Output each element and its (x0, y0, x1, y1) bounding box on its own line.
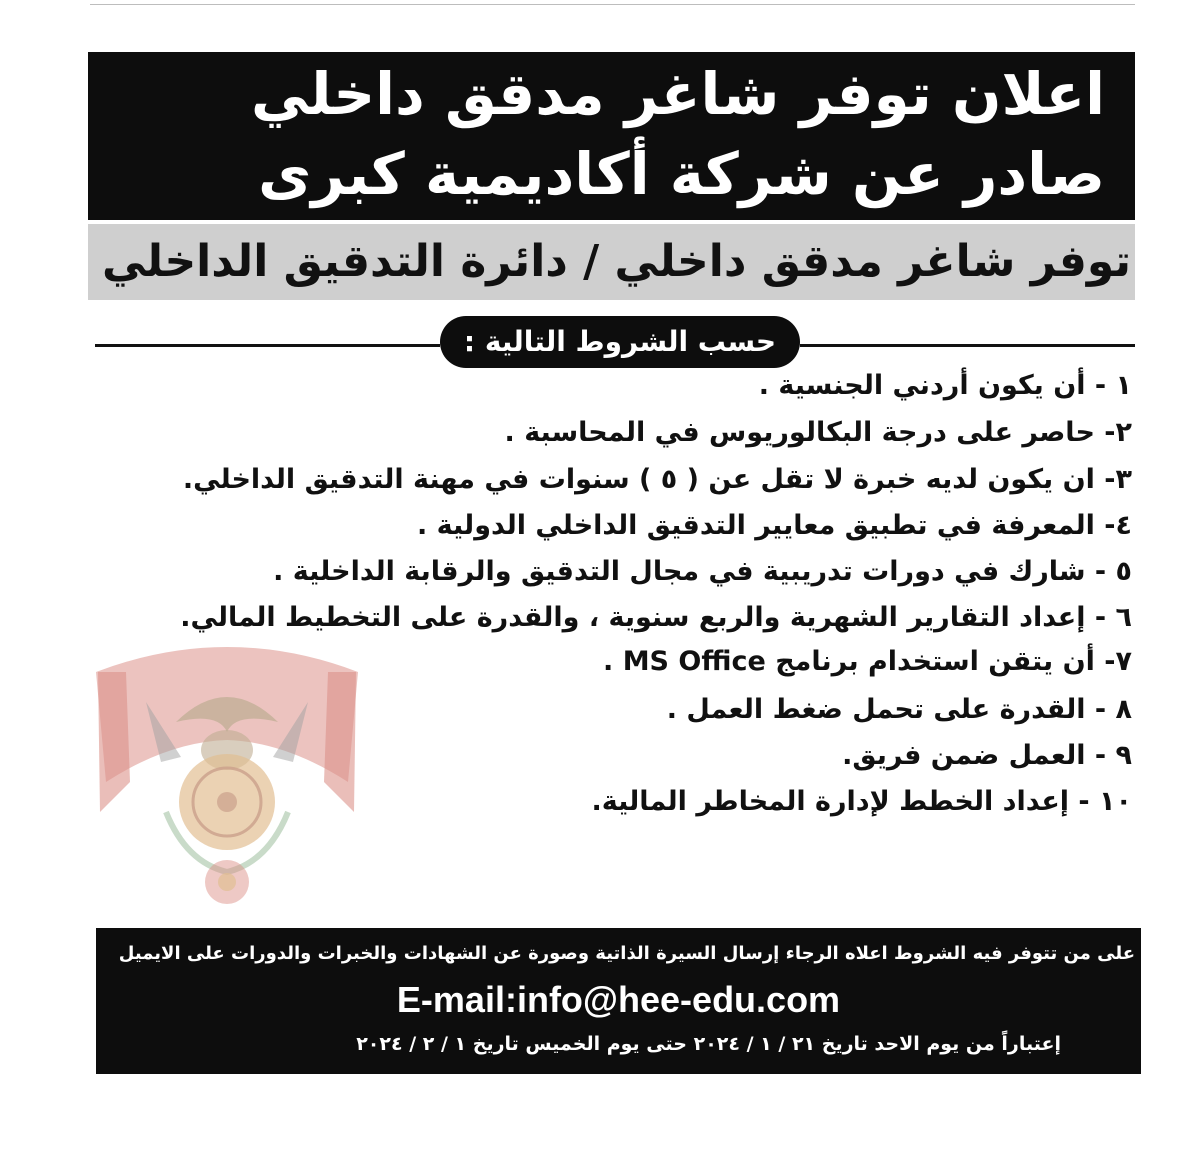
condition-item-1: ١ - أن يكون أردني الجنسية . (758, 370, 1132, 401)
header-banner (88, 52, 1135, 220)
condition-item-2: ٢- حاصر على درجة البكالوريوس في المحاسبة . (504, 417, 1132, 448)
condition-item-9: ٩ - العمل ضمن فريق. (842, 740, 1132, 771)
condition-item-8: ٨ - القدرة على تحمل ضغط العمل . (666, 694, 1132, 725)
conditions-heading: حسب الشروط التالية : (440, 316, 800, 368)
top-divider (90, 4, 1135, 5)
condition-item-7: ٧- أن يتقن استخدام برنامج MS Office . (603, 646, 1132, 677)
condition-item-6: ٦ - إعداد التقارير الشهرية والربع سنوية ، والقدرة على التخطيط المالي. (180, 602, 1132, 633)
condition-item-10: ١٠ - إعداد الخطط لإدارة المخاطر المالية. (591, 786, 1132, 817)
condition-item-4: ٤- المعرفة في تطبيق معايير التدقيق الداخلي الدولية . (417, 510, 1132, 541)
footer-banner (96, 928, 1141, 1074)
application-instructions: على من تتوفر فيه الشروط اعلاه الرجاء إرسال السيرة الذاتية وصورة عن الشهادات والخبرات والدورات على الايميل (118, 943, 1135, 964)
section-rule-left (95, 344, 440, 347)
header-title: اعلان توفر شاغر مدقق داخلي (251, 60, 1105, 128)
position-title: توفر شاغر مدقق داخلي / دائرة التدقيق الداخلي (101, 236, 1131, 287)
condition-item-3: ٣- ان يكون لديه خبرة لا تقل عن ( ٥ ) سنوات في مهنة التدقيق الداخلي. (182, 464, 1132, 495)
condition-item-5: ٥ - شارك في دورات تدريبية في مجال التدقيق والرقابة الداخلية . (273, 556, 1132, 587)
contact-email: E-mail:info@hee-edu.com (396, 979, 841, 1020)
position-banner (88, 224, 1135, 300)
application-dates: إعتباراً من يوم الاحد تاريخ ٢١ / ١ / ٢٠٢٤ حتى يوم الخميس تاريخ ١ / ٢ / ٢٠٢٤ (356, 1033, 1061, 1055)
section-rule-right (800, 344, 1135, 347)
header-subtitle: صادر عن شركة أكاديمية كبرى (258, 140, 1105, 208)
coat-of-arms-watermark-icon (86, 632, 368, 912)
